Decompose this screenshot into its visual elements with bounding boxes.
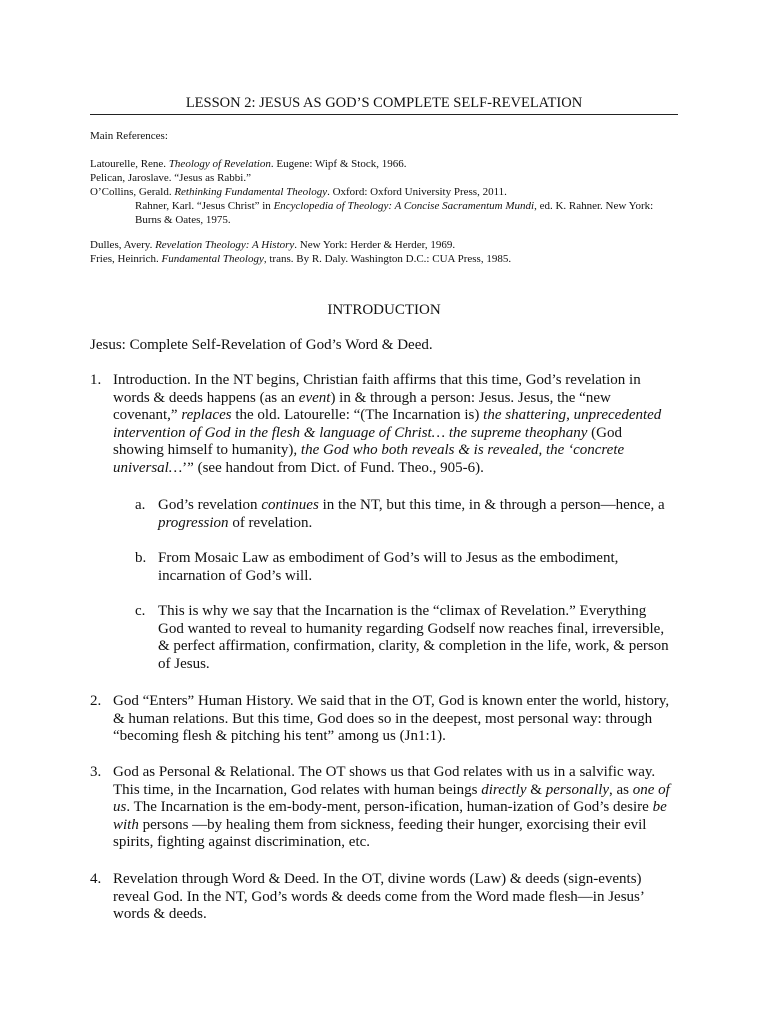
references-list-primary [90, 157, 690, 227]
section-subtitle: Jesus: Complete Self-Revelation of God’s Word & Deed. [90, 337, 433, 353]
sub-list-item: a. God’s revelation continues in the NT, but this time, in & through a person—hence, a progression of revelation. [135, 497, 695, 532]
list-item: 4. Revelation through Word & Deed. In the OT, divine words (Law) & deeds (sign-events) reveal God. In the NT, God’s words & deeds come from the Word made flesh—in Jesus’ words & deeds. [90, 871, 690, 924]
text-line: Revelation through Word & Deed. In the OT, divine words (Law) & deeds (sign-events) [113, 871, 642, 887]
text-line: intervention of God in the flesh & language of Christ… the supreme theophany (God [113, 424, 622, 441]
text-line: & perfect affirmation, confirmation, clarity, & completion in the life, work, & person [158, 638, 669, 655]
text-line: This time, in the Incarnation, God relates with human beings directly & personally, as one of [113, 781, 670, 798]
text-line: with persons —by healing them from sickness, feeding their hunger, exorcising their evil [113, 816, 647, 833]
list-item: 2. God “Enters” Human History. We said that in the OT, God is known enter the world, history, & human relations. But this time, God does so in the deepest, most personal way: through “becoming flesh & pitching his tent” among us (Jn1:1). [90, 693, 690, 746]
list-item: 3. God as Personal & Relational. The OT shows us that God relates with us in a salvific way. This time, in the Incarnation, God relates with human beings directly & personally, as one of us. The Incarnation is the em-body-ment, person-ification, human-ization of God’s desire be with persons —by healing them from sickness, feeding their hunger, exorcising their evil spirits, fighting against discrimination, etc. [90, 764, 690, 852]
page-title: LESSON 2: JESUS AS GOD’S COMPLETE SELF-REVELATION [90, 94, 678, 115]
text-line: of Jesus. [158, 655, 210, 672]
list-item-text [113, 764, 673, 852]
text-line: universal…’” (see handout from Dict. of Fund. Theo., 905-6). [113, 459, 484, 476]
references-list-secondary [90, 238, 690, 266]
text-line: reveal God. In the NT, God’s words & deeds come from the Word made flesh—in Jesus’ [113, 888, 645, 905]
reference-entry: Latourelle, Rene. Theology of Revelation. Eugene: Wipf & Stock, 1966. [90, 158, 407, 170]
reference-entry-rahner: Rahner, Karl. “Jesus Christ” in Encyclopedia of Theology: A Concise Sacramentum Mundi, ed. K. Rahner. New York: Burns & Oates, 1975. [135, 200, 654, 226]
list-item-text [113, 372, 673, 478]
text-line: incarnation of God’s will. [158, 567, 313, 584]
sub-list-item-text [158, 603, 678, 673]
text-line: “becoming flesh & pitching his tent” among us (Jn1:1). [113, 728, 446, 745]
text-line: showing himself to humanity), the God who both reveals & is revealed, the ‘concrete [113, 442, 625, 459]
text-line: God as Personal & Relational. The OT shows us that God relates with us in a salvific way. [113, 764, 656, 780]
sub-list-item-text [158, 550, 678, 585]
sub-list-item-text [158, 497, 678, 532]
text-line: us. The Incarnation is the em-body-ment, person-ification, human-ization of God’s desire be [113, 799, 667, 816]
reference-entry: O’Collins, Gerald. Rethinking Fundamental Theology. Oxford: Oxford University Press, 2011. [90, 186, 507, 198]
text-line: From Mosaic Law as embodiment of God’s will to Jesus as the embodiment, [158, 550, 619, 566]
references-label: Main References: [90, 130, 168, 142]
reference-entry: Dulles, Avery. Revelation Theology: A History. New York: Herder & Herder, 1969. [90, 239, 456, 251]
list-item-text [113, 871, 673, 924]
text-line: progression of revelation. [158, 514, 313, 531]
text-line: words & deeds happens (as an event) in & through a person: Jesus. Jesus, the “new [113, 389, 611, 406]
sub-list-item: c. This is why we say that the Incarnation is the “climax of Revelation.” Everything God wanted to reveal to humanity regarding Godself now reaches final, irreversible, & perfect affirmation, confirmation, clarity, & completion in the life, work, & person of Jesus. [135, 603, 695, 673]
reference-entry: Pelican, Jaroslave. “Jesus as Rabbi.” [90, 172, 251, 184]
list-item: 1. Introduction. In the NT begins, Christian faith affirms that this time, God’s revelation in words & deeds happens (as an event) in & through a person: Jesus. Jesus, the “new covenant,” replaces the old. Latourelle: “(The Incarnation is) the shattering, unprecedented intervention of God in the flesh & language of Christ… the supreme theophany (God showing himself to humanity), the God who both reveals & is revealed, the ‘concrete universal…’” (see handout from Dict. of Fund. Theo., 905-6). [90, 372, 690, 478]
text-line: spirits, fighting against discrimination, etc. [113, 834, 371, 851]
text-line: Introduction. In the NT begins, Christian faith affirms that this time, God’s revelation in [113, 372, 641, 388]
text-line: & human relations. But this time, God does so in the deepest, most personal way: through [113, 710, 653, 727]
text-line: God “Enters” Human History. We said that in the OT, God is known enter the world, history, [113, 693, 670, 709]
section-heading: INTRODUCTION [327, 302, 441, 318]
text-line: God wanted to reveal to humanity regarding Godself now reaches final, irreversible, [158, 620, 665, 637]
text-line: God’s revelation continues in the NT, but this time, in & through a person—hence, a [158, 497, 665, 513]
text-line: This is why we say that the Incarnation is the “climax of Revelation.” Everything [158, 603, 647, 619]
sub-list-item: b. From Mosaic Law as embodiment of God’s will to Jesus as the embodiment, incarnation of God’s will. [135, 550, 695, 585]
text-line: words & deeds. [113, 906, 207, 923]
reference-entry: Fries, Heinrich. Fundamental Theology, trans. By R. Daly. Washington D.C.: CUA Press, 1985. [90, 253, 512, 265]
text-line: covenant,” replaces the old. Latourelle: “(The Incarnation is) the shattering, unprecedented [113, 407, 662, 424]
list-item-text [113, 693, 673, 746]
